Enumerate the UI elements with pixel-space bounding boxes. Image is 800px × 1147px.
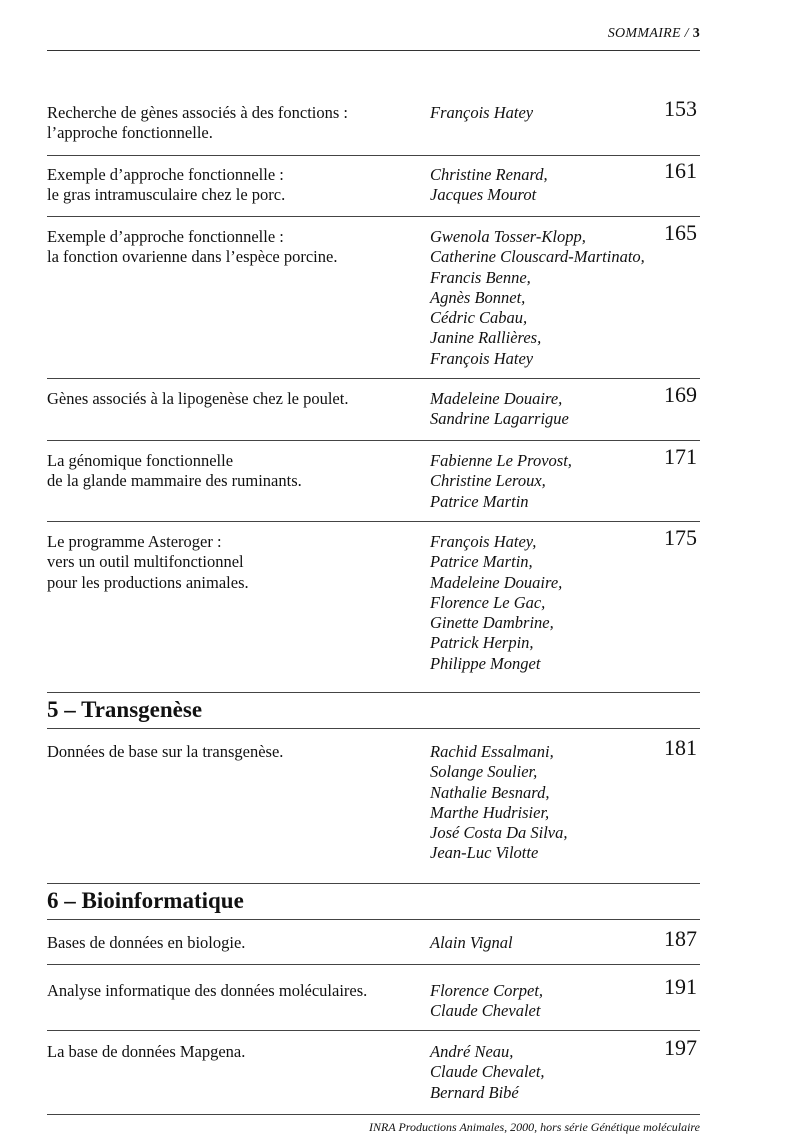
entry-title-line: Gènes associés à la lipogenèse chez le poulet. — [47, 389, 349, 408]
entry-divider — [47, 378, 700, 379]
entry-title — [47, 981, 419, 1001]
entry-title-line: Données de base sur la transgenèse. — [47, 742, 284, 761]
entry-author: François Hatey — [430, 348, 534, 368]
entry-author: Gwenola Tosser-Klopp, — [430, 227, 586, 246]
entry-page-number[interactable]: 175 — [664, 525, 697, 550]
entry-title — [47, 532, 419, 593]
entry-author: Jean-Luc Vilotte — [430, 843, 539, 863]
entry-authors — [430, 451, 680, 512]
entry-page-number[interactable]: 161 — [664, 158, 697, 183]
entry-page-number[interactable]: 169 — [664, 382, 697, 407]
entry-authors — [430, 933, 680, 953]
entry-page-number[interactable]: 197 — [664, 1035, 697, 1060]
entry-title-line: Bases de données en biologie. — [47, 933, 246, 952]
entry-title — [47, 451, 419, 492]
entry-title-line: Exemple d’approche fonctionnelle : — [47, 165, 284, 184]
entry-author: Jacques Mourot — [430, 185, 537, 205]
section-title-bioinformatique: 6 – Bioinformatique — [47, 888, 244, 913]
entry-author: Francis Benne, — [430, 267, 531, 287]
entry-author: Ginette Dambrine, — [430, 613, 554, 633]
entry-author: Florence Le Gac, — [430, 592, 546, 612]
entry-divider — [47, 216, 700, 217]
entry-divider — [47, 883, 700, 884]
footer: INRA Productions Animales, 2000, hors série Génétique moléculaire — [369, 1120, 700, 1134]
entry-title-line: l’approche fonctionnelle. — [47, 123, 213, 143]
entry-title-line: La génomique fonctionnelle — [47, 451, 234, 470]
entry-author: Cédric Cabau, — [430, 308, 528, 328]
entry-title-line: vers un outil multifonctionnel — [47, 552, 244, 572]
entry-divider — [47, 919, 700, 920]
entry-title-line: Le programme Asteroger : — [47, 532, 222, 551]
entry-author: Bernard Bibé — [430, 1082, 519, 1102]
running-head-page-number: 3 — [692, 26, 700, 41]
entry-author: Rachid Essalmani, — [430, 742, 554, 761]
entry-authors — [430, 227, 680, 369]
entry-title — [47, 389, 419, 409]
entry-authors — [430, 389, 680, 430]
running-head — [608, 26, 700, 42]
entry-divider — [47, 692, 700, 693]
entry-author: Claude Chevalet, — [430, 1062, 545, 1082]
entry-title — [47, 1042, 419, 1062]
entry-authors — [430, 532, 680, 674]
entry-page-number[interactable]: 191 — [664, 974, 697, 999]
entry-author: André Neau, — [430, 1042, 514, 1061]
entry-author: Patrice Martin, — [430, 552, 533, 572]
entry-divider — [47, 1030, 700, 1031]
entry-divider — [47, 728, 700, 729]
entry-divider — [47, 440, 700, 441]
entry-page-number[interactable]: 171 — [664, 444, 697, 469]
running-head-separator: / — [684, 26, 689, 41]
entry-author: Patrick Herpin, — [430, 633, 534, 653]
entry-page-number[interactable]: 165 — [664, 220, 697, 245]
entry-page-number[interactable]: 187 — [664, 926, 697, 951]
entry-author: Catherine Clouscard-Martinato, — [430, 247, 645, 267]
footer-rule — [47, 1114, 700, 1115]
entry-title — [47, 103, 419, 144]
entry-title-line: de la glande mammaire des ruminants. — [47, 471, 302, 491]
entry-page-number[interactable]: 181 — [664, 735, 697, 760]
entry-authors — [430, 981, 680, 1022]
entry-authors — [430, 742, 680, 864]
entry-authors — [430, 1042, 680, 1103]
entry-author: Madeleine Douaire, — [430, 572, 563, 592]
entry-divider — [47, 964, 700, 965]
entry-author: José Costa Da Silva, — [430, 823, 568, 843]
entry-authors — [430, 165, 680, 206]
entry-divider — [47, 521, 700, 522]
entry-author: Marthe Hudrisier, — [430, 802, 550, 822]
header-rule — [47, 50, 700, 51]
entry-title-line: la fonction ovarienne dans l’espèce porcine. — [47, 247, 338, 267]
entry-title-line: le gras intramusculaire chez le porc. — [47, 185, 286, 205]
entry-authors — [430, 103, 680, 123]
entry-author: François Hatey, — [430, 532, 537, 551]
entry-author: Nathalie Besnard, — [430, 782, 550, 802]
entry-author: Agnès Bonnet, — [430, 287, 526, 307]
entry-title — [47, 742, 419, 762]
entry-author: Solange Soulier, — [430, 762, 538, 782]
entry-author: Madeleine Douaire, — [430, 389, 563, 408]
entry-author: François Hatey — [430, 103, 534, 122]
entry-author: Janine Rallières, — [430, 328, 542, 348]
entry-title-line: Exemple d’approche fonctionnelle : — [47, 227, 284, 246]
entry-title-line: Analyse informatique des données moléculaires. — [47, 981, 368, 1000]
entry-title-line: Recherche de gènes associés à des fonctions : — [47, 103, 349, 122]
entry-author: Sandrine Lagarrigue — [430, 409, 569, 429]
entry-page-number[interactable]: 153 — [664, 96, 697, 121]
section-title-transgenese: 5 – Transgenèse — [47, 697, 203, 722]
entry-author: Alain Vignal — [430, 933, 513, 952]
entry-author: Patrice Martin — [430, 491, 529, 511]
entry-author: Christine Leroux, — [430, 471, 546, 491]
entry-divider — [47, 155, 700, 156]
entry-author: Christine Renard, — [430, 165, 548, 184]
entry-title-line: pour les productions animales. — [47, 572, 249, 592]
running-head-section: SOMMAIRE — [607, 26, 681, 41]
entry-title — [47, 227, 419, 268]
entry-title — [47, 933, 419, 953]
entry-author: Florence Corpet, — [430, 981, 544, 1000]
entry-title-line: La base de données Mapgena. — [47, 1042, 246, 1061]
entry-title — [47, 165, 419, 206]
entry-author: Fabienne Le Provost, — [430, 451, 572, 470]
entry-author: Claude Chevalet — [430, 1001, 541, 1021]
entry-author: Philippe Monget — [430, 653, 541, 673]
